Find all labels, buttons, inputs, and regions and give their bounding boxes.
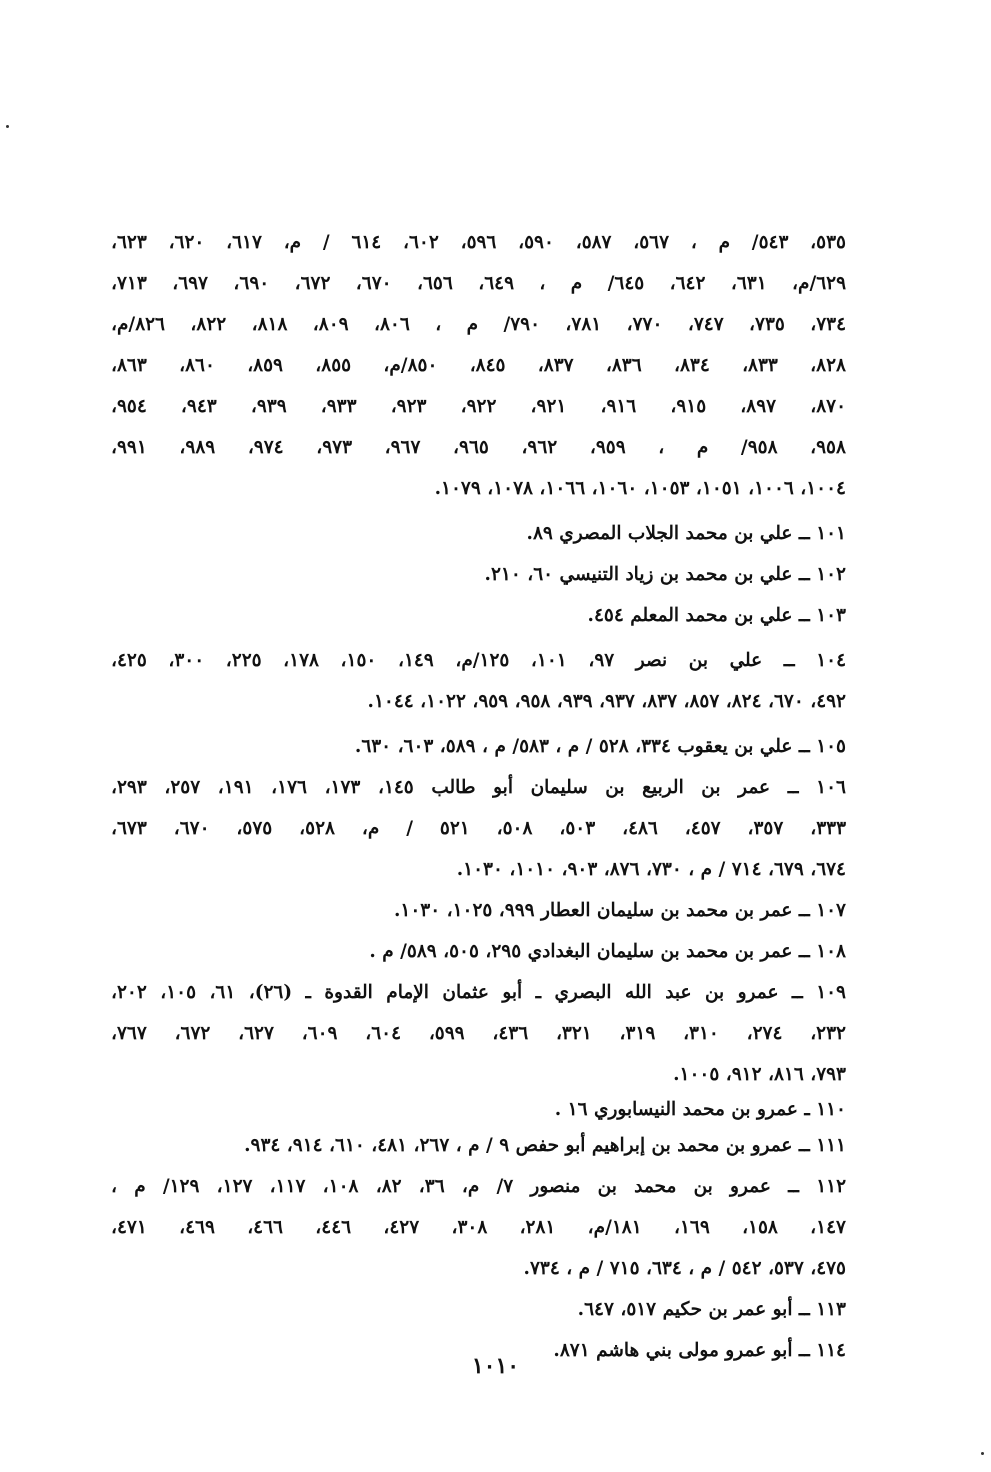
entry-line: ١٠١ ــ علي بن محمد الجلاب المصري ٨٩. — [526, 523, 846, 544]
entry-line: ٤٧٥، ٥٣٧، ٥٤٢ / م ، ٦٣٤، ٧١٥ / م ، ٧٣٤. — [523, 1258, 846, 1279]
scan-speck — [981, 1452, 984, 1455]
entry-line: ١٠٧ ــ عمر بن محمد بن سليمان العطار ٩٩٩، ١٠٢٥، ١٠٣٠. — [393, 900, 846, 921]
page-number: ١٠١٠ — [471, 1353, 520, 1379]
entry-line: ١١٢ ــ عمرو بن محمد بن منصور ٧/ م، ٣٦، ٨٢، ١٠٨، ١١٧، ١٢٧، ١٢٩/ م ، — [111, 1176, 846, 1197]
entry-line: ١١٤ ــ أبو عمرو مولى بني هاشم ٨٧١. — [553, 1340, 846, 1361]
entry-line: ١٠٢ ــ علي بن محمد بن زياد التنيسي ٦٠، ٢١٠. — [484, 564, 846, 585]
continuation-block — [111, 222, 846, 509]
index-line: ٨٢٨، ٨٣٣، ٨٣٤، ٨٣٦، ٨٣٧، ٨٤٥، ٨٥٠/م، ٨٥٥، ٨٥٩، ٨٦٠، ٨٦٣، — [111, 355, 846, 376]
index-line: ٩٥٨، ٩٥٨/ م ، ٩٥٩، ٩٦٢، ٩٦٥، ٩٦٧، ٩٧٣، ٩٧٤، ٩٨٩، ٩٩١، — [111, 437, 846, 458]
entry-line: ٤٩٢، ٦٧٠، ٨٢٤، ٨٥٧، ٨٣٧، ٩٣٧، ٩٣٩، ٩٥٨، ٩٥٩، ١٠٢٢، ١٠٤٤. — [367, 691, 846, 712]
index-line: ٨٧٠، ٨٩٧، ٩١٥، ٩١٦، ٩٢١، ٩٢٢، ٩٢٣، ٩٣٣، ٩٣٩، ٩٤٣، ٩٥٤، — [111, 396, 846, 417]
entry-line: ١٠٥ ــ علي بن يعقوب ٣٣٤، ٥٢٨ / م ، ٥٨٣/ م ، ٥٨٩، ٦٠٣، ٦٣٠. — [354, 736, 846, 757]
entry-line: ٦٧٤، ٦٧٩، ٧١٤ / م ، ٧٣٠، ٨٧٦، ٩٠٣، ١٠١٠، ١٠٣٠. — [456, 859, 846, 880]
index-entry-105 — [111, 726, 846, 767]
entry-line: ١٠٣ ــ علي بن محمد المعلم ٤٥٤. — [587, 605, 846, 626]
entry-line: ١٠٦ ــ عمر بن الربيع بن سليمان أبو طالب ١٤٥، ١٧٣، ١٧٦، ١٩١، ٢٥٧، ٢٩٣، — [111, 777, 846, 798]
entry-line: ٣٣٣، ٣٥٧، ٤٥٧، ٤٨٦، ٥٠٣، ٥٠٨، ٥٢١ / م، ٥٢٨، ٥٧٥، ٦٧٠، ٦٧٣، — [111, 818, 846, 839]
name-index — [111, 222, 846, 1371]
index-line: ٧٣٤، ٧٣٥، ٧٤٧، ٧٧٠، ٧٨١، ٧٩٠/ م ، ٨٠٦، ٨٠٩، ٨١٨، ٨٢٢، ٨٢٦/م، — [111, 314, 846, 335]
entry-line: ١١٠ ـ عمرو بن محمد النيسابوري ١٦ . — [554, 1099, 846, 1120]
index-entry-101 — [111, 513, 846, 554]
index-entry-109 — [111, 972, 846, 1095]
index-entry-108 — [111, 931, 846, 972]
index-entry-113 — [111, 1289, 846, 1330]
index-entry-111 — [111, 1125, 846, 1166]
entry-line: ١١١ ــ عمرو بن محمد بن إبراهيم أبو حفص ٩ / م ، ٢٦٧، ٤٨١، ٦١٠، ٩١٤، ٩٣٤. — [244, 1135, 846, 1156]
entry-line: ١٠٨ ــ عمر بن محمد بن سليمان البغدادي ٢٩٥، ٥٠٥، ٥٨٩/ م . — [369, 941, 846, 962]
index-entry-104 — [111, 640, 846, 722]
entry-line: ٢٣٢، ٢٧٤، ٣١٠، ٣١٩، ٣٢١، ٤٣٦، ٥٩٩، ٦٠٤، ٦٠٩، ٦٢٧، ٦٧٢، ٧٦٧، — [111, 1023, 846, 1044]
index-entry-102 — [111, 554, 846, 595]
index-line: ٦٢٩/م، ٦٣١، ٦٤٢، ٦٤٥/ م ، ٦٤٩، ٦٥٦، ٦٧٠، ٦٧٢، ٦٩٠، ٦٩٧، ٧١٣، — [111, 273, 846, 294]
index-line: ٥٣٥، ٥٤٣/ م ، ٥٦٧، ٥٨٧، ٥٩٠، ٥٩٦، ٦٠٢، ٦١٤ / م، ٦١٧، ٦٢٠، ٦٢٣، — [111, 232, 846, 253]
index-entry-106 — [111, 767, 846, 890]
index-line: ١٠٠٤، ١٠٠٦، ١٠٥١، ١٠٥٣، ١٠٦٠، ١٠٦٦، ١٠٧٨، ١٠٧٩. — [434, 478, 846, 499]
entry-line: ١٤٧، ١٥٨، ١٦٩، ١٨١/م، ٢٨١، ٣٠٨، ٤٢٧، ٤٤٦، ٤٦٦، ٤٦٩، ٤٧١، — [111, 1217, 846, 1238]
index-entry-107 — [111, 890, 846, 931]
entry-line: ٧٩٣، ٨١٦، ٩١٢، ١٠٠٥. — [673, 1064, 846, 1085]
entry-line: ١١٣ ــ أبو عمر بن حكيم ٥١٧، ٦٤٧. — [577, 1299, 846, 1320]
entry-line: ١٠٤ ــ علي بن نصر ٩٧، ١٠١، ١٢٥/م، ١٤٩، ١٥٠، ١٧٨، ٢٢٥، ٣٠٠، ٤٢٥، — [111, 650, 846, 671]
index-entry-103 — [111, 595, 846, 636]
index-entry-112 — [111, 1166, 846, 1289]
index-entry-110 — [111, 1095, 846, 1125]
entry-line: ١٠٩ ــ عمرو بن عبد الله البصري ـ أبو عثمان الإمام القدوة ـ (٢٦)، ٦١، ١٠٥، ٢٠٢، — [111, 982, 846, 1003]
scan-speck — [6, 125, 9, 128]
